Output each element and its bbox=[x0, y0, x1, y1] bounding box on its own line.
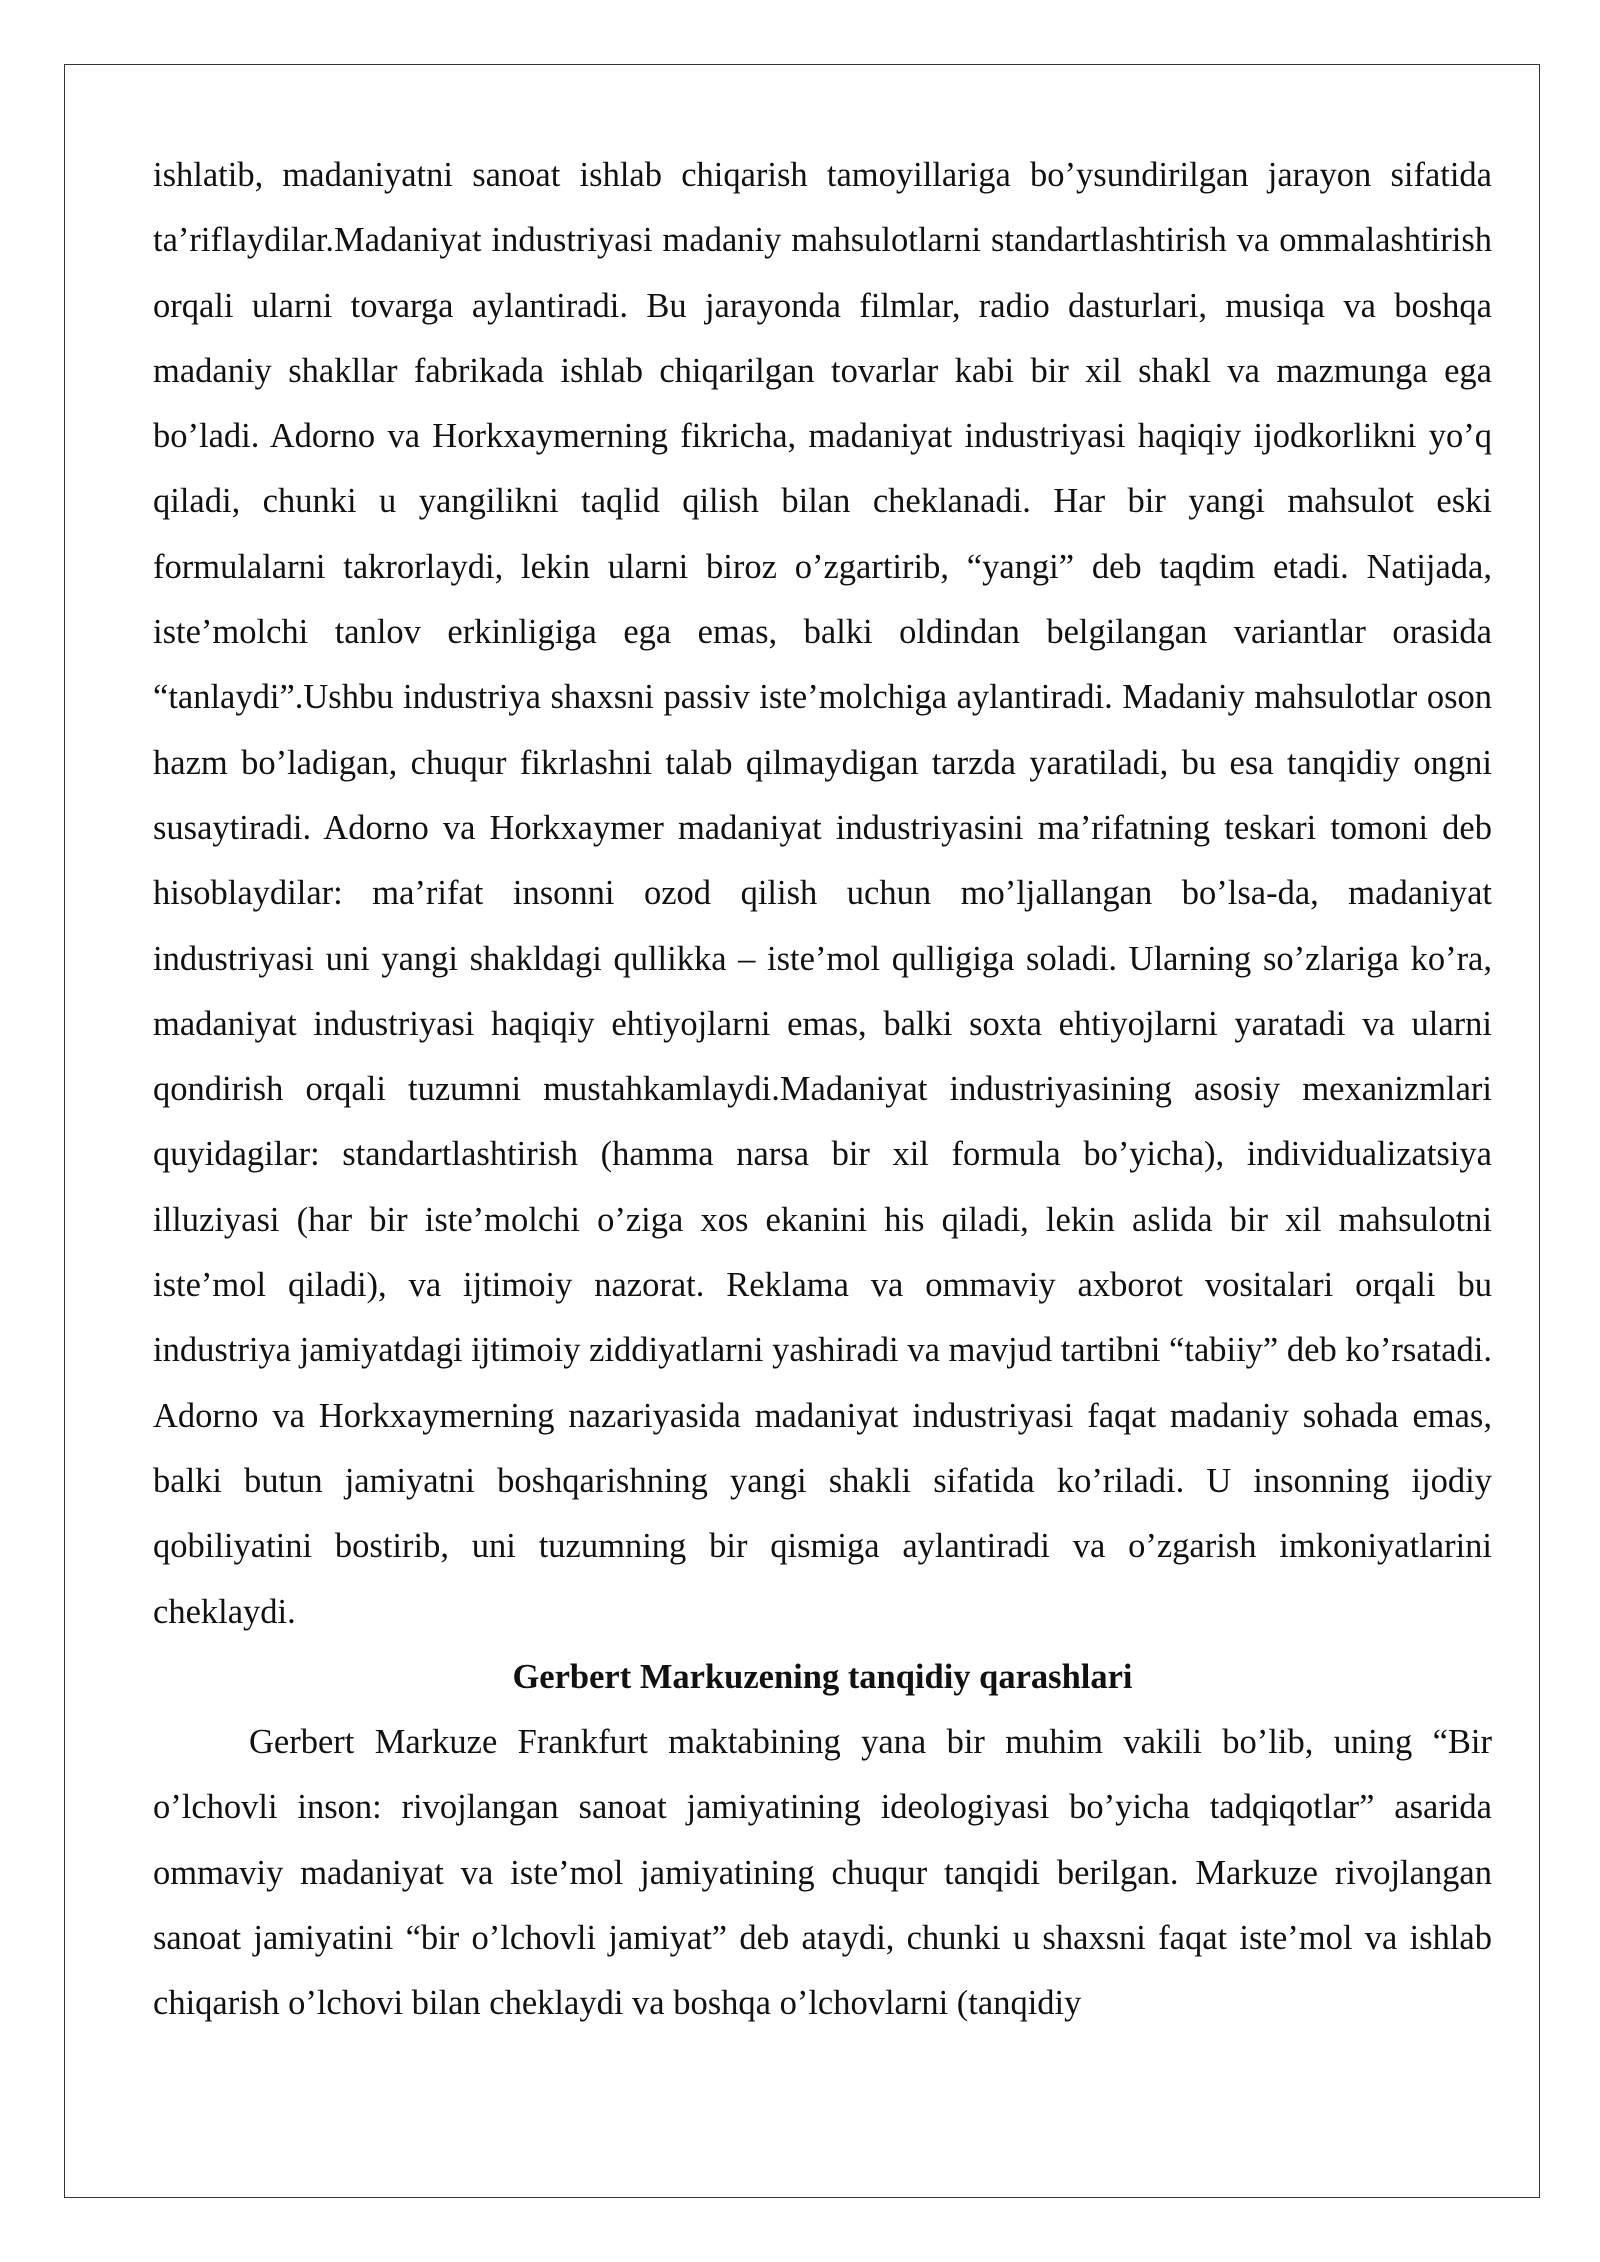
page-content bbox=[153, 143, 1492, 2037]
body-paragraph: Gerbert Markuze Frankfurt maktabining yana bir muhim vakili bo’lib, uning “Bir o’lchovli inson: rivojlangan sanoat jamiyatining ideologiyasi bo’yicha tadqiqotlar” asarida ommaviy madaniyat va iste’mol jamiyatining chuqur tanqidi berilgan. Markuze rivojlangan sanoat jamiyatini “bir o’lchovli jamiyat” deb ataydi, chunki u shaxsni faqat iste’mol va ishlab chiqarish o’lchovi bilan cheklaydi va boshqa o’lchovlarni (tanqidiy bbox=[153, 1723, 1492, 2023]
section-heading: Gerbert Markuzening tanqidiy qarashlari bbox=[512, 1657, 1133, 1696]
body-paragraph: ishlatib, madaniyatni sanoat ishlab chiqarish tamoyillariga bo’ysundirilgan jarayon sifatida ta’riflaydilar.Madaniyat industriyasi madaniy mahsulotlarni standartlashtirish va ommalashtirish orqali ularni tovarga aylantiradi. Bu jarayonda filmlar, radio dasturlari, musiqa va boshqa madaniy shakllar fabrikada ishlab chiqarilgan tovarlar kabi bir xil shakl va mazmunga ega bo’ladi. Adorno va Horkxaymerning fikricha, madaniyat industriyasi haqiqiy ijodkorlikni yo’q qiladi, chunki u yangilikni taqlid qilish bilan cheklanadi. Har bir yangi mahsulot eski formulalarni takrorlaydi, lekin ularni biroz o’zgartirib, “yangi” deb taqdim etadi. Natijada, iste’molchi tanlov erkinligiga ega emas, balki oldindan belgilangan variantlar orasida “tanlaydi”.Ushbu industriya shaxsni passiv iste’molchiga aylantiradi. Madaniy mahsulotlar oson hazm bo’ladigan, chuqur fikrlashni talab qilmaydigan tarzda yaratiladi, bu esa tanqidiy ongni susaytiradi. Adorno va Horkxaymer madaniyat industriyasini ma’rifatning teskari tomoni deb hisoblaydilar: ma’rifat insonni ozod qilish uchun mo’ljallangan bo’lsa-da, madaniyat industriyasi uni yangi shakldagi qullikka – iste’mol qulligiga soladi. Ularning so’zlariga ko’ra, madaniyat industriyasi haqiqiy ehtiyojlarni emas, balki soxta ehtiyojlarni yaratadi va ularni qondirish orqali tuzumni mustahkamlaydi.Madaniyat industriyasining asosiy mexanizmlari quyidagilar: standartlashtirish (hamma narsa bir xil formula bo’yicha), individualizatsiya illuziyasi (har bir iste’molchi o’ziga xos ekanini his qiladi, lekin aslida bir xil mahsulotni iste’mol qiladi), va ijtimoiy nazorat. Reklama va ommaviy axborot vositalari orqali bu industriya jamiyatdagi ijtimoiy ziddiyatlarni yashiradi va mavjud tartibni “tabiiy” deb ko’rsatadi. Adorno va Horkxaymerning nazariyasida madaniyat industriyasi faqat madaniy sohada emas, balki butun jamiyatni boshqarishning yangi shakli sifatida ko’riladi. U insonning ijodiy qobiliyatini bostirib, uni tuzumning bir qismiga aylantiradi va o’zgarish imkoniyatlarini cheklaydi. bbox=[153, 156, 1492, 1631]
